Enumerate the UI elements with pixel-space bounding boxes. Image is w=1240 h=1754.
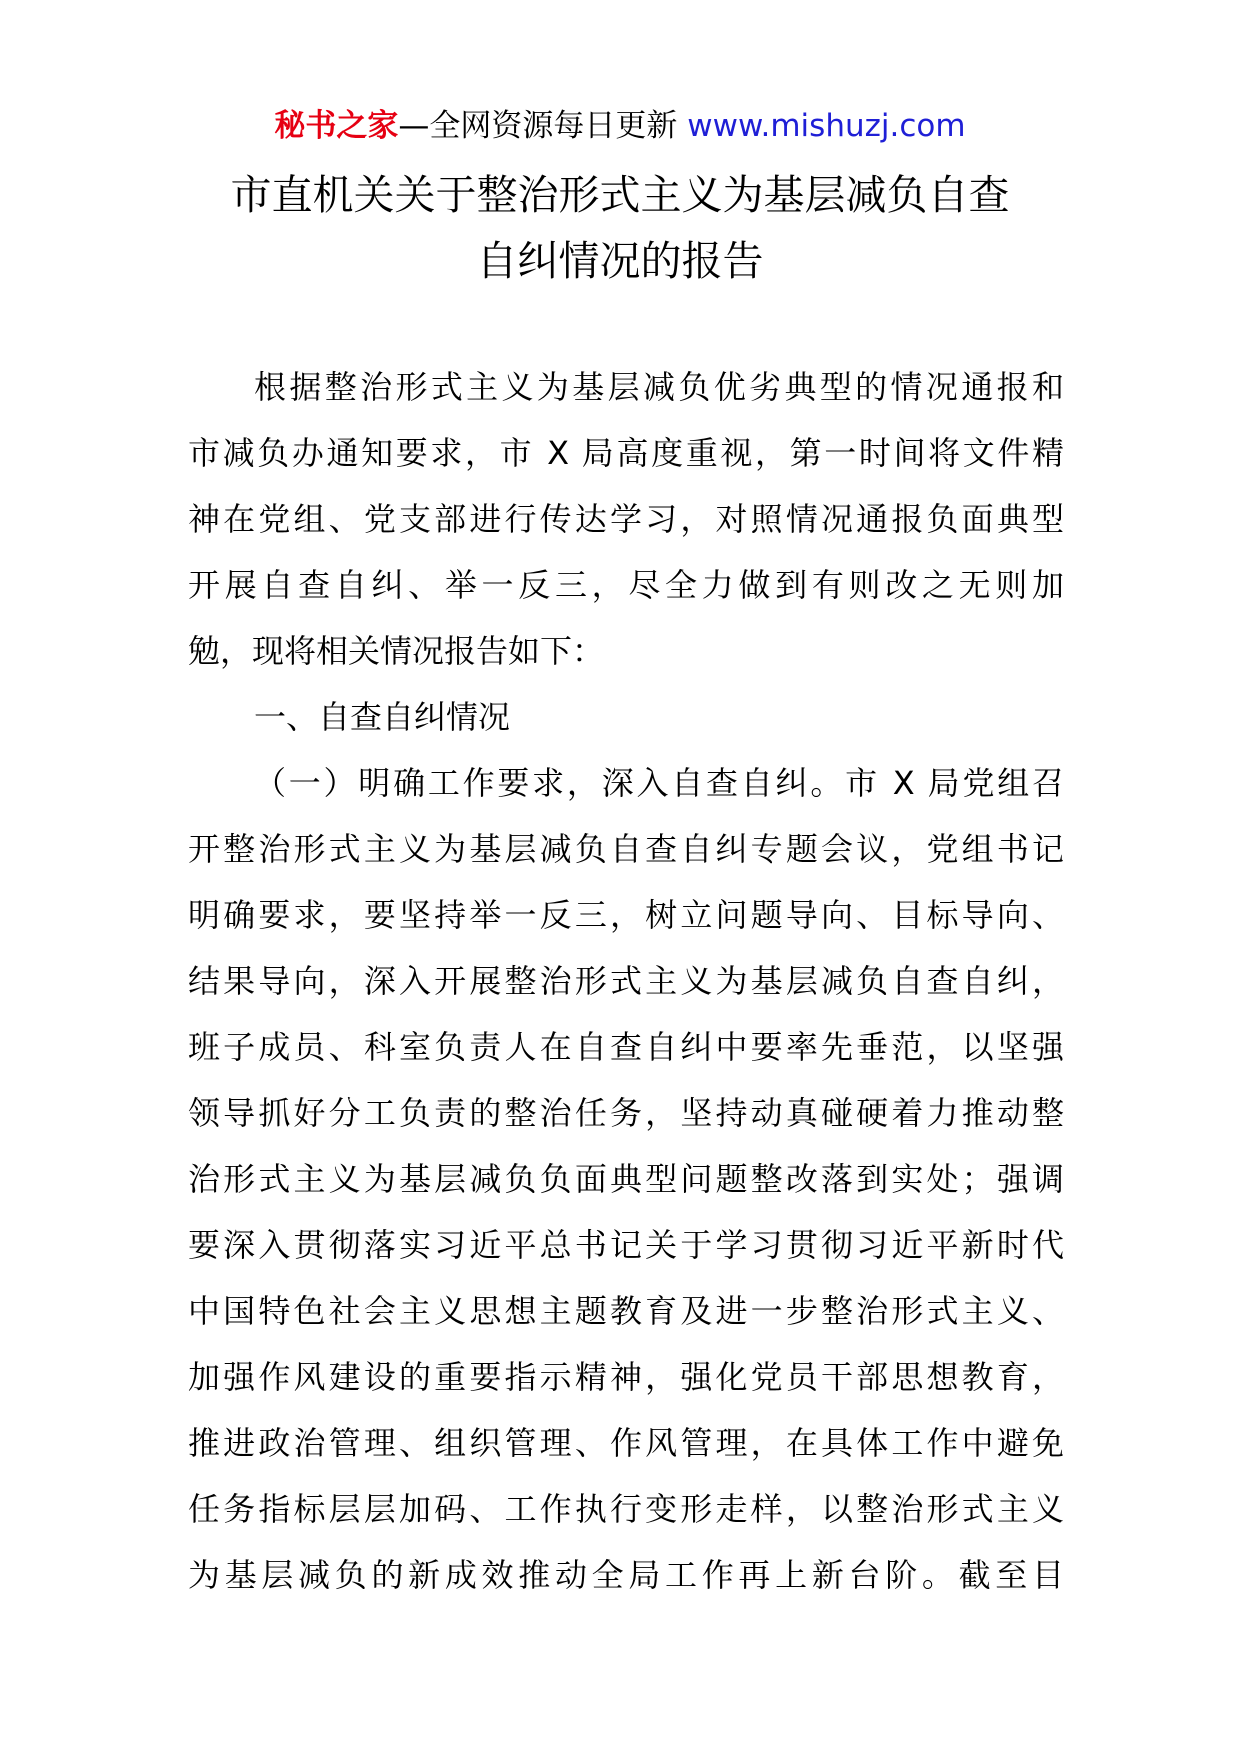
site-url-link[interactable]: www.mishuzj.com: [687, 108, 966, 144]
document-title-line-2: 自纠情况的报告: [476, 237, 764, 285]
body-line: 根据整治形式主义为基层减负优劣典型的情况通报和: [254, 368, 1064, 406]
body-line: 勉，现将相关情况报告如下：: [188, 632, 605, 670]
body-line: 神在党组、党支部进行传达学习，对照情况通报负面典型: [188, 500, 1064, 538]
document-title: [0, 162, 1240, 294]
body-line: 结果导向，深入开展整治形式主义为基层减负自查自纠，: [188, 962, 1064, 1000]
body-line: 明确要求，要坚持举一反三，树立问题导向、目标导向、: [188, 896, 1064, 934]
body-line: 推进政治管理、组织管理、作风管理，在具体工作中避免: [188, 1424, 1064, 1462]
body-line: 中国特色社会主义思想主题教育及进一步整治形式主义、: [188, 1292, 1064, 1330]
body-line: 班子成员、科室负责人在自查自纠中要率先垂范，以坚强: [188, 1028, 1064, 1066]
body-line: 要深入贯彻落实习近平总书记关于学习贯彻习近平新时代: [188, 1226, 1064, 1264]
body-line: 开展自查自纠、举一反三，尽全力做到有则改之无则加: [188, 566, 1064, 604]
site-watermark-header: [0, 104, 1240, 148]
site-tagline: —全网资源每日更新: [398, 108, 688, 144]
body-line: 治形式主义为基层减负负面典型问题整改落到实处；强调: [188, 1160, 1064, 1198]
section-heading: 一、自查自纠情况: [254, 698, 511, 736]
body-line: 加强作风建设的重要指示精神，强化党员干部思想教育，: [188, 1358, 1064, 1396]
body-line: 市减负办通知要求，市 X 局高度重视，第一时间将文件精: [188, 434, 1064, 472]
site-brand-name: 秘书之家: [274, 108, 399, 144]
body-line: （一）明确工作要求，深入自查自纠。市 X 局党组召: [254, 764, 1064, 802]
body-line: 为基层减负的新成效推动全局工作再上新台阶。截至目: [188, 1556, 1064, 1594]
body-line: 开整治形式主义为基层减负自查自纠专题会议，党组书记: [188, 830, 1064, 868]
body-line: 任务指标层层加码、工作执行变形走样，以整治形式主义: [188, 1490, 1064, 1528]
document-body: [188, 354, 1064, 1608]
body-line: 领导抓好分工负责的整治任务，坚持动真碰硬着力推动整: [188, 1094, 1064, 1132]
document-title-line-1: 市直机关关于整治形式主义为基层减负自查: [230, 171, 1010, 219]
